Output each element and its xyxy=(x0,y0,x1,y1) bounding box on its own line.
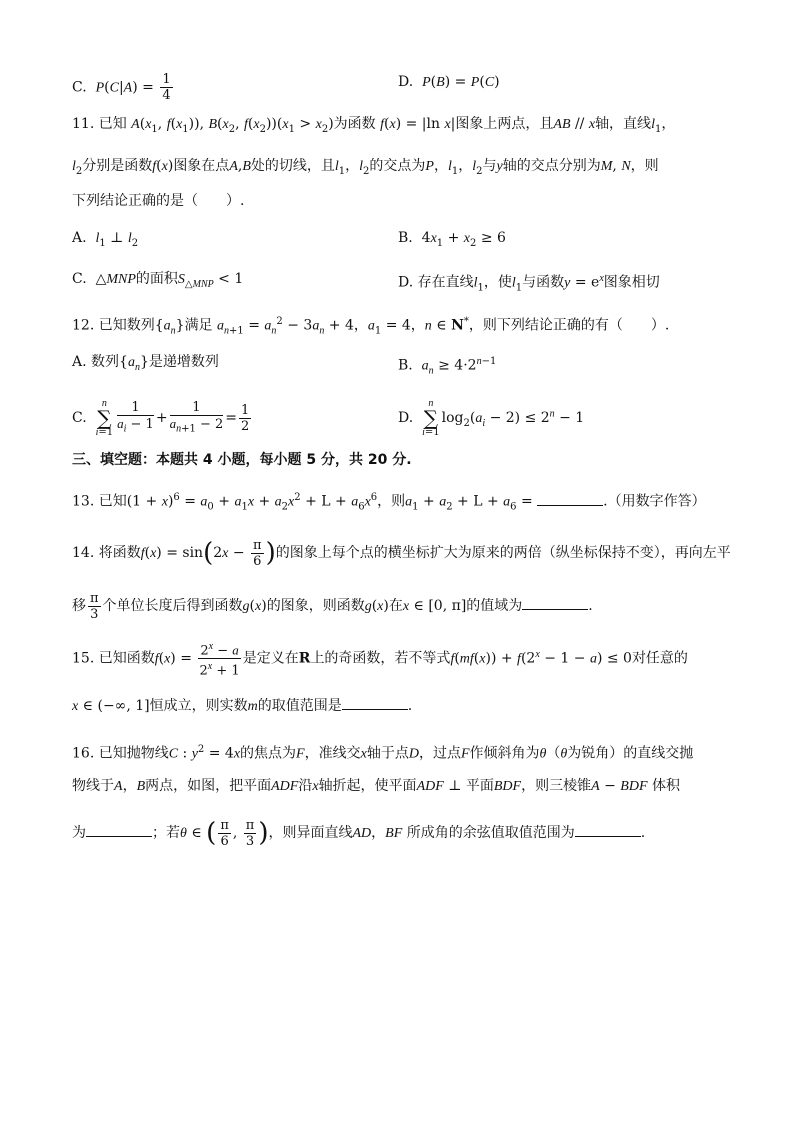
q12-line-1: 12. 已知数列$\{a_n\}$满足 $a_{n+1} = a_n^2 - 3a_n + 4$，$a_1 = 4$，n ∈ N*，则下列结论正确的有（ ）. xyxy=(72,316,670,337)
q14-line-1: 14. 将函数f(x) = sin(2x − $\frac{\pi}{6}$ )的图象上每个点的横坐标扩大为原来的两倍（纵坐标保持不变），再向左平 xyxy=(72,537,731,569)
q12-option-d: D. n ∑ $i=1\log_2(a_i - 2) \le 2^n - 1$ xyxy=(398,398,585,438)
q14-answer-blank[interactable] xyxy=(522,595,588,610)
q14-line-2: 移 $\frac{\pi}{3}$ 个单位长度后得到函数g(x)的图象，则函数g(x)在x ∈ [0, π]的值域为 . xyxy=(72,590,593,622)
q11-line-3: 下列结论正确的是（ ）. xyxy=(72,193,245,209)
q16-answer-blank-1[interactable] xyxy=(86,822,152,837)
q11-option-c: C. △MNP的面积$S_{\triangle MNP} < 1$ xyxy=(72,271,244,290)
q12-option-a: A. 数列$\{a_n\}$是递增数列 xyxy=(72,354,219,373)
q10-option-d: D. P(B) = P(C) xyxy=(398,74,500,90)
q16-answer-blank-2[interactable] xyxy=(575,822,641,837)
q12-option-b: B. $a_n \ge 4\cdot 2^{n-1}$ xyxy=(398,356,497,377)
q16-line-2: 物线于A，B两点，如图，把平面ADF沿x轴折起，使平面ADF ⊥ 平面BDF，则三棱锥A − BDF 体积 xyxy=(72,778,680,794)
q16-line-3: 为 ；若θ ∈ ( $\frac{\pi}{6}$ , $\frac{\pi}{3}$ )，则异面直线AD，BF 所成角的余弦值取值范围为 . xyxy=(72,817,646,849)
section-3-heading: 三、填空题：本题共 4 小题，每小题 5 分，共 20 分. xyxy=(72,452,412,468)
q16-line-1: 16. 已知抛物线C : $y^2 = 4x$的焦点为F，准线交x轴于点D，过点F作倾斜角为θ（θ为锐角）的直线交抛 xyxy=(72,744,694,762)
q13-answer-blank[interactable] xyxy=(537,491,603,506)
q11-line-1: 11. 已知 $A(x_1$, $f(x_1)$), $B(x_2$, $f(x_2))(x_1 > x_2)$为函数 f(x) = |ln x|图象上两点，且AB // x轴，直线$l_1$， xyxy=(72,116,676,135)
q11-option-a: A. $l_1$ ⊥ $l_2$ xyxy=(72,230,139,249)
q11-option-d: D. 存在直线$l_1$，使$l_1$与函数$y = e^x$图象相切 xyxy=(398,273,660,294)
q11-line-2: $l_2$分别是函数f(x)图象在点A,B处的切线，且$l_1$，$l_2$的交点为P，$l_1$，$l_2$与y轴的交点分别为M, N，则 xyxy=(72,158,659,177)
q15-line-2: x ∈ (−∞, 1]恒成立，则实数m的取值范围是 . xyxy=(72,695,412,717)
q15-line-1: 15. 已知函数f(x) = $\frac{2^x - a}{2^x + 1}$ 是定义在R上的奇函数，若不等式$f(mf(x)) + f(2^x - 1 - a) \le 0$对任意的 xyxy=(72,640,688,679)
q10-option-c: C. P(C|A) = $\frac{1}{4}$ xyxy=(72,72,171,103)
q15-answer-blank[interactable] xyxy=(342,695,408,710)
q11-option-b: B. $4x_1 + x_2 \ge 6$ xyxy=(398,230,506,249)
q13-line: 13. 已知$(1 + x)^6 = a_0 + a_1x + a_2x^2 + L + a_6x^6$，则$a_1 + a_2 + L + a_6$ = .（用数字作答） xyxy=(72,492,706,513)
q12-option-c: C. n ∑ i=1 $\frac{1}{a_i - 1}$ + $\frac{1}{a_{n+1} - 2}$ = $\frac{1}{2}$ xyxy=(72,398,250,438)
